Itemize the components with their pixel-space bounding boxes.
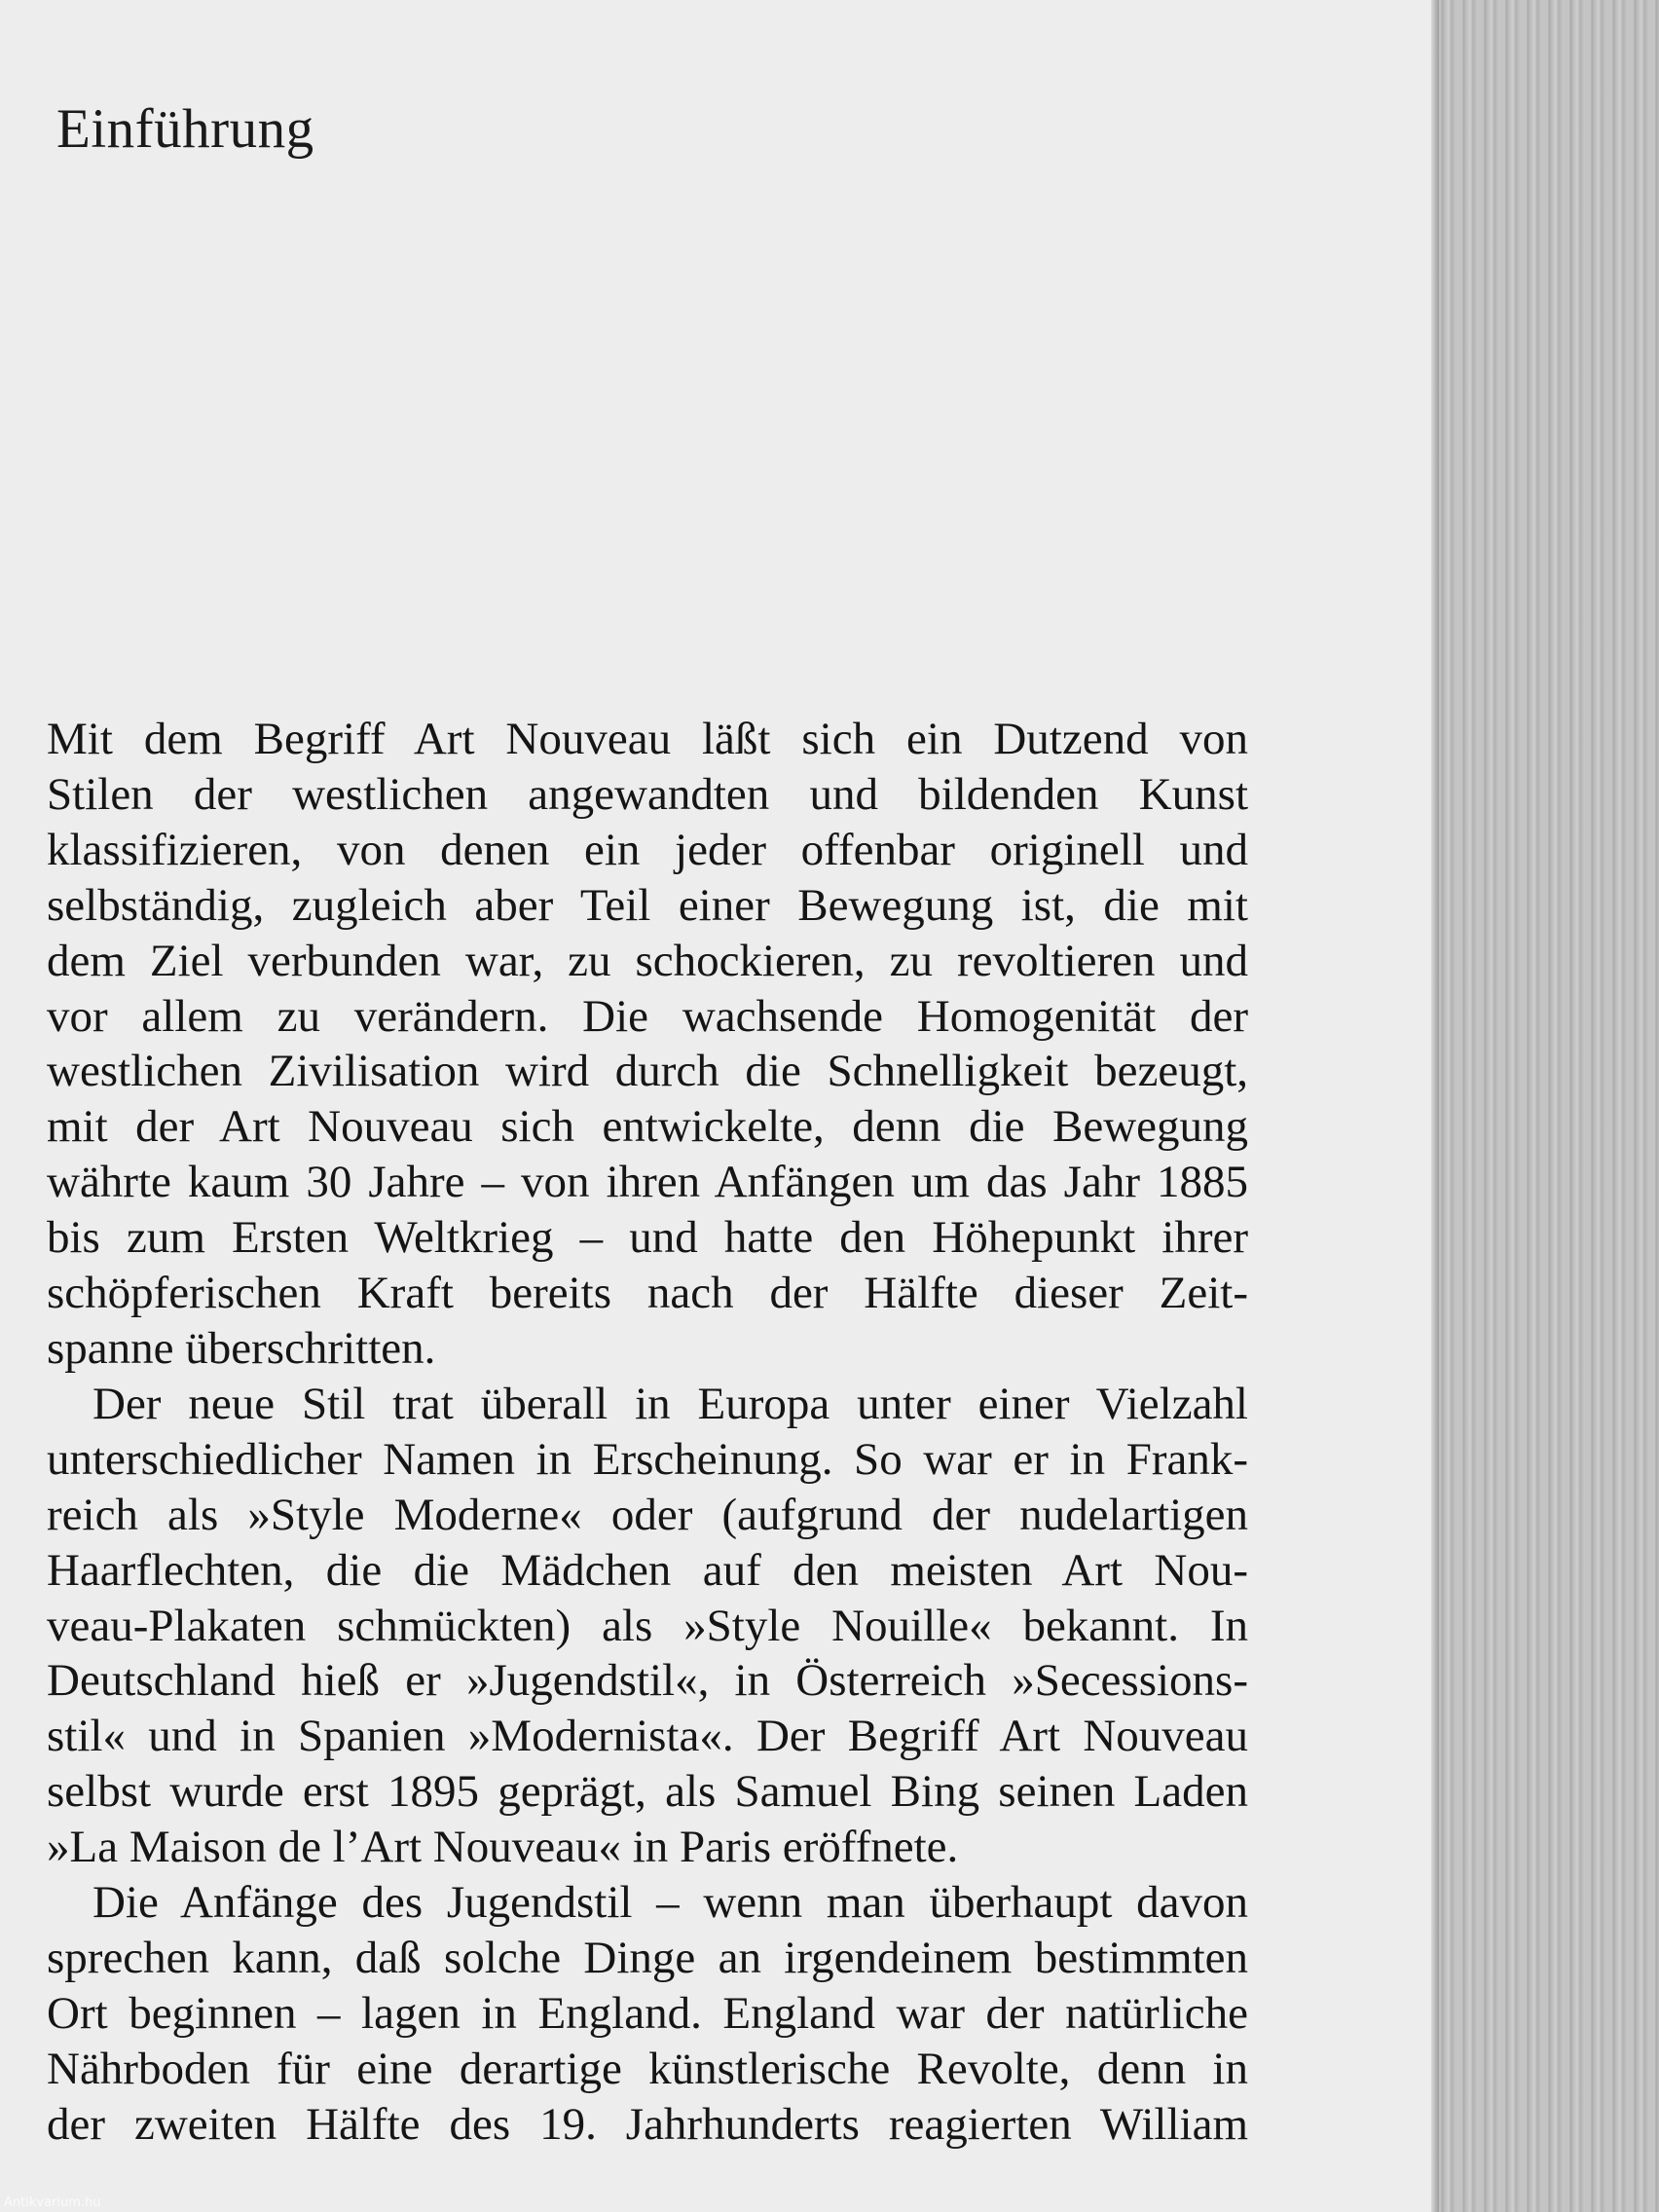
text-line: sprechen kann, daß solche Dinge an irgendeinem bestimmten <box>47 1932 1248 1983</box>
text-line: Die Anfänge des Jugendstil – wenn man überhaupt davon <box>92 1877 1248 1929</box>
text-line: bis zum Ersten Weltkrieg – und hatte den Höhepunkt ihrer <box>47 1212 1248 1264</box>
text-line: Haarflechten, die die Mädchen auf den meisten Art Nou- <box>47 1544 1248 1596</box>
text-line: dem Ziel verbunden war, zu schockieren, zu revoltieren und <box>47 935 1248 986</box>
chapter-title: Einführung <box>56 98 314 160</box>
text-line: selbständig, zugleich aber Teil einer Bewegung ist, die mit <box>47 879 1248 931</box>
text-line: veau-Plakaten schmückten) als »Style Nouille« bekannt. In <box>47 1600 1248 1651</box>
text-line: reich als »Style Moderne« oder (aufgrund der nudelartigen <box>47 1489 1248 1540</box>
text-line: Stilen der westlichen angewandten und bildenden Kunst <box>47 768 1248 820</box>
text-line: unterschiedlicher Namen in Erscheinung. So war er in Frank- <box>47 1433 1248 1485</box>
text-line: schöpferischen Kraft bereits nach der Hälfte dieser Zeit- <box>47 1268 1248 1319</box>
text-line: selbst wurde erst 1895 geprägt, als Samuel Bing seinen Laden <box>47 1766 1248 1818</box>
text-line: spanne überschritten. <box>47 1322 436 1374</box>
text-line: währte kaum 30 Jahre – von ihren Anfängen um das Jahr 1885 <box>47 1157 1248 1208</box>
text-line: mit der Art Nouveau sich entwickelte, denn die Bewegung <box>47 1101 1248 1153</box>
watermark: Antikvarium.hu <box>4 2195 101 2210</box>
text-line: Der neue Stil trat überall in Europa unter einer Vielzahl <box>92 1378 1248 1429</box>
text-line: westlichen Zivilisation wird durch die Schnelligkeit bezeugt, <box>47 1046 1248 1097</box>
text-line: klassifizieren, von denen ein jeder offenbar originell und <box>47 824 1248 875</box>
body-text <box>47 712 1248 2153</box>
text-line: Deutschland hieß er »Jugendstil«, in Österreich »Secessions- <box>47 1655 1248 1707</box>
text-line: vor allem zu verändern. Die wachsende Homogenität der <box>47 990 1248 1042</box>
text-line: Ort beginnen – lagen in England. England war der natürliche <box>47 1987 1248 2039</box>
text-line: »La Maison de l’Art Nouveau« in Paris eröffnete. <box>47 1822 959 1873</box>
text-line: der zweiten Hälfte des 19. Jahrhunderts reagierten William <box>47 2098 1248 2150</box>
text-line: stil« und in Spanien »Modernista«. Der Begriff Art Nouveau <box>47 1711 1248 1762</box>
page-edge <box>1431 0 1439 2212</box>
text-line: Nährboden für eine derartige künstlerische Revolte, denn in <box>47 2043 1248 2094</box>
text-line: Mit dem Begriff Art Nouveau läßt sich ein Dutzend von <box>47 714 1248 764</box>
